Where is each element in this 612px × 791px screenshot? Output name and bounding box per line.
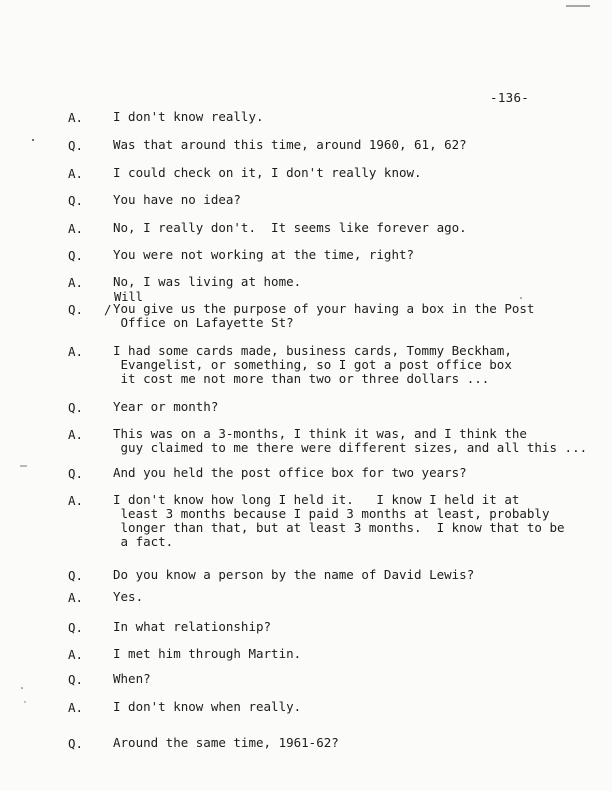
scan-speck [24, 701, 25, 702]
speaker-label: A. [68, 344, 84, 359]
line-text: No, I was living at home. [113, 274, 302, 289]
speaker-label: Q. [68, 302, 84, 317]
line-text: And you held the post office box for two years? [113, 465, 467, 480]
speaker-label: Q. [68, 736, 84, 751]
line-text: You have no idea? [113, 192, 241, 207]
scan-speck [21, 687, 23, 689]
scan-speck [32, 139, 34, 141]
line-text: Do you know a person by the name of David Lewis? [113, 567, 475, 582]
speaker-label: A. [68, 493, 84, 508]
line-text: Around the same time, 1961-62? [113, 735, 339, 750]
speaker-label: A. [68, 166, 84, 181]
speaker-label: Q. [68, 568, 84, 583]
speaker-label: A. [68, 110, 84, 125]
speaker-label: A. [68, 700, 84, 715]
speaker-label: Q. [68, 400, 84, 415]
speaker-label: Q. [68, 466, 84, 481]
speaker-label: Q. [68, 672, 84, 687]
speaker-label: Q. [68, 193, 84, 208]
speaker-label: A. [68, 590, 84, 605]
line-text: I could check on it, I don't really know. [113, 165, 422, 180]
line-text: You were not working at the time, right? [113, 247, 415, 262]
page-number: -136- [490, 90, 530, 105]
line-text: No, I really don't. It seems like forever ago. [113, 220, 467, 235]
line-text: I met him through Martin. [113, 646, 302, 661]
handwritten-insert: Will [114, 290, 143, 304]
line-text: Was that around this time, around 1960, 61, 62? [113, 137, 467, 152]
line-text: I don't know how long I held it. I know I held it at least 3 months because I paid 3 months at least, probably longer than that, but at least 3 months. I know that to be a fact. [113, 492, 565, 549]
speaker-label: Q. [68, 620, 84, 635]
speaker-label: Q. [68, 248, 84, 263]
line-text: You give us the purpose of your having a box in the Post Office on Lafayette St? [113, 301, 535, 330]
line-text: When? [113, 671, 151, 686]
line-text: In what relationship? [113, 619, 272, 634]
speaker-label: Q. [68, 138, 84, 153]
speaker-label: A. [68, 427, 84, 442]
scan-speck [520, 297, 522, 299]
speaker-label: A. [68, 647, 84, 662]
line-text: Year or month? [113, 399, 219, 414]
line-text: I don't know really. [113, 109, 264, 124]
speaker-label: A. [68, 221, 84, 236]
insertion-mark: / [104, 302, 112, 317]
line-text: I don't know when really. [113, 699, 302, 714]
speaker-label: A. [68, 275, 84, 290]
line-text: Yes. [113, 589, 144, 604]
line-text: This was on a 3-months, I think it was, and I think the guy claimed to me there were different sizes, and all this ... [113, 426, 588, 455]
line-text: I had some cards made, business cards, Tommy Beckham, Evangelist, or something, so I got a post office box it cost me not more than two or three dollars ... [113, 343, 512, 386]
